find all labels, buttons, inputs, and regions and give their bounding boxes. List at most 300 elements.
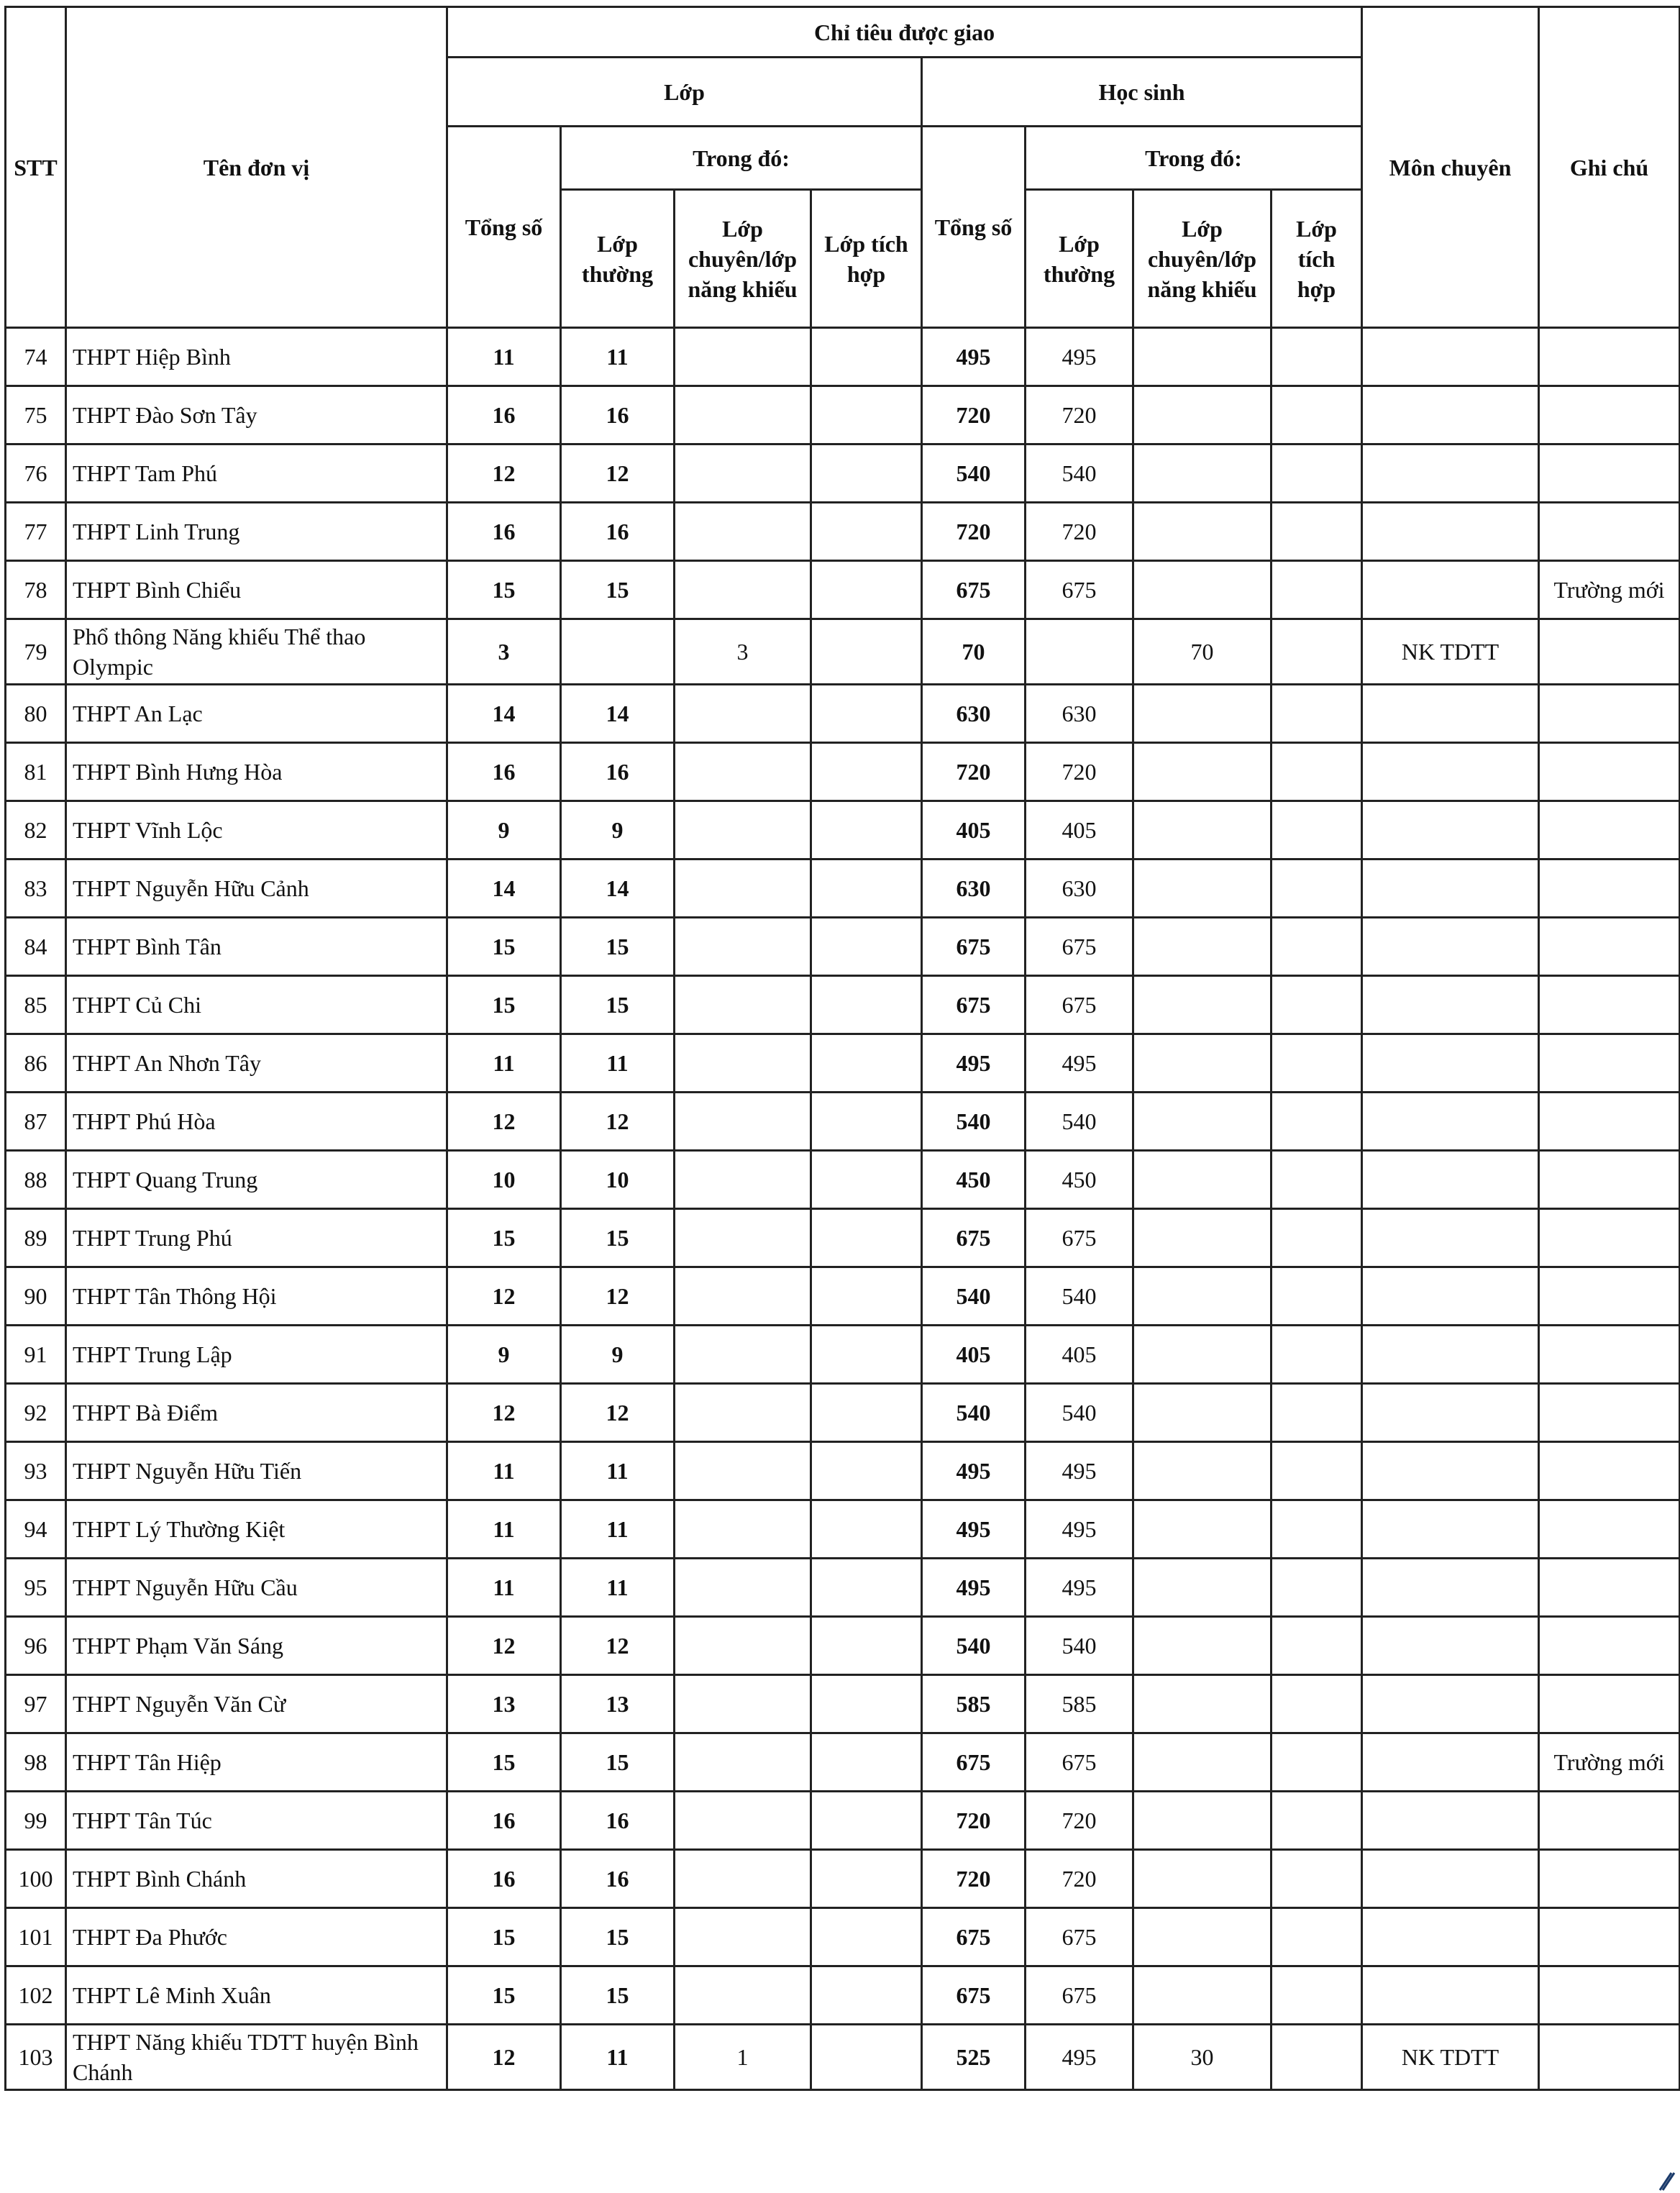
cell-integrated-classes (811, 685, 922, 743)
cell-integrated-students (1272, 328, 1362, 386)
cell-specialized-subject (1362, 1792, 1539, 1850)
cell-integrated-classes (811, 1908, 922, 1966)
cell-integrated-classes (811, 1326, 922, 1384)
cell-regular-students: 720 (1026, 1792, 1133, 1850)
cell-integrated-students (1272, 1966, 1362, 2025)
table-header (6, 7, 1680, 328)
cell-unit-name: THPT Linh Trung (66, 503, 447, 561)
cell-stt: 81 (6, 743, 66, 801)
cell-specialized-classes (675, 1733, 811, 1792)
cell-specialized-classes (675, 860, 811, 918)
cell-specialized-students (1133, 860, 1272, 918)
cell-regular-classes (561, 619, 675, 685)
cell-regular-classes: 16 (561, 503, 675, 561)
cell-regular-students: 495 (1026, 1034, 1133, 1093)
cell-total-classes: 15 (447, 918, 561, 976)
cell-stt: 87 (6, 1093, 66, 1151)
cell-stt: 88 (6, 1151, 66, 1209)
cell-specialized-subject (1362, 1617, 1539, 1675)
cell-regular-students: 720 (1026, 503, 1133, 561)
cell-stt: 77 (6, 503, 66, 561)
cell-specialized-subject (1362, 976, 1539, 1034)
cell-regular-classes: 12 (561, 1384, 675, 1442)
cell-total-students: 720 (922, 1850, 1026, 1908)
cell-integrated-students (1272, 976, 1362, 1034)
cell-integrated-students (1272, 1442, 1362, 1500)
cell-stt: 75 (6, 386, 66, 444)
cell-specialized-subject (1362, 1384, 1539, 1442)
cell-regular-classes: 14 (561, 860, 675, 918)
table-row (6, 1326, 1680, 1384)
cell-regular-students: 405 (1026, 801, 1133, 860)
cell-integrated-classes (811, 1792, 922, 1850)
table-row (6, 1034, 1680, 1093)
cell-total-classes: 16 (447, 1850, 561, 1908)
cell-integrated-students (1272, 1675, 1362, 1733)
cell-note (1539, 976, 1680, 1034)
cell-total-students: 720 (922, 743, 1026, 801)
cell-regular-classes: 16 (561, 1850, 675, 1908)
table-row (6, 743, 1680, 801)
cell-specialized-classes (675, 685, 811, 743)
cell-total-students: 70 (922, 619, 1026, 685)
cell-stt: 102 (6, 1966, 66, 2025)
cell-total-students: 720 (922, 386, 1026, 444)
cell-regular-classes: 11 (561, 1034, 675, 1093)
cell-specialized-classes (675, 1442, 811, 1500)
enrollment-quota-table (4, 6, 1680, 2091)
cell-regular-classes: 16 (561, 386, 675, 444)
cell-stt: 100 (6, 1850, 66, 1908)
cell-specialized-classes (675, 1209, 811, 1267)
cell-total-students: 675 (922, 918, 1026, 976)
cell-total-students: 675 (922, 1966, 1026, 2025)
header-specialized-students: Lớp chuyên/lớp năng khiếu (1133, 190, 1272, 328)
cell-specialized-students (1133, 1850, 1272, 1908)
cell-regular-students: 675 (1026, 976, 1133, 1034)
cell-specialized-classes (675, 1792, 811, 1850)
header-of-which-students: Trong đó: (1026, 127, 1362, 190)
cell-total-classes: 16 (447, 386, 561, 444)
cell-unit-name: THPT Nguyễn Văn Cừ (66, 1675, 447, 1733)
cell-regular-students: 495 (1026, 1500, 1133, 1559)
cell-total-students: 525 (922, 2025, 1026, 2090)
cell-stt: 82 (6, 801, 66, 860)
cell-unit-name: THPT Trung Phú (66, 1209, 447, 1267)
cell-regular-students: 495 (1026, 1442, 1133, 1500)
cell-note (1539, 1267, 1680, 1326)
cell-specialized-students (1133, 1500, 1272, 1559)
cell-total-students: 675 (922, 1908, 1026, 1966)
cell-integrated-students (1272, 386, 1362, 444)
header-students: Học sinh (922, 58, 1362, 127)
cell-stt: 84 (6, 918, 66, 976)
cell-specialized-classes (675, 1384, 811, 1442)
cell-specialized-students (1133, 444, 1272, 503)
cell-integrated-students (1272, 801, 1362, 860)
header-total-students: Tổng số (922, 127, 1026, 328)
cell-specialized-students (1133, 1267, 1272, 1326)
cell-regular-students: 495 (1026, 2025, 1133, 2090)
table-row (6, 1733, 1680, 1792)
cell-integrated-classes (811, 801, 922, 860)
cell-total-classes: 12 (447, 1267, 561, 1326)
table-row (6, 386, 1680, 444)
cell-integrated-classes (811, 1733, 922, 1792)
cell-total-classes: 14 (447, 860, 561, 918)
table-row (6, 1267, 1680, 1326)
header-integrated-students: Lớp tích hợp (1272, 190, 1362, 328)
cell-note (1539, 2025, 1680, 2090)
cell-integrated-classes (811, 918, 922, 976)
cell-specialized-students (1133, 1093, 1272, 1151)
cell-specialized-subject (1362, 1733, 1539, 1792)
cell-total-students: 495 (922, 328, 1026, 386)
cell-integrated-students (1272, 1267, 1362, 1326)
cell-integrated-students (1272, 619, 1362, 685)
cell-stt: 96 (6, 1617, 66, 1675)
cell-specialized-classes: 1 (675, 2025, 811, 2090)
cell-stt: 91 (6, 1326, 66, 1384)
cell-integrated-students (1272, 860, 1362, 918)
cell-regular-students: 540 (1026, 1267, 1133, 1326)
cell-total-classes: 16 (447, 743, 561, 801)
cell-integrated-classes (811, 1675, 922, 1733)
cell-regular-classes: 15 (561, 561, 675, 619)
cell-integrated-students (1272, 2025, 1362, 2090)
cell-total-students: 675 (922, 1209, 1026, 1267)
cell-regular-classes: 11 (561, 1559, 675, 1617)
cell-note (1539, 685, 1680, 743)
cell-note (1539, 743, 1680, 801)
cell-stt: 97 (6, 1675, 66, 1733)
cell-total-students: 495 (922, 1034, 1026, 1093)
cell-integrated-classes (811, 444, 922, 503)
cell-regular-students: 720 (1026, 1850, 1133, 1908)
cell-note (1539, 328, 1680, 386)
cell-specialized-students (1133, 685, 1272, 743)
cell-total-classes: 11 (447, 1500, 561, 1559)
cell-note (1539, 1326, 1680, 1384)
cell-specialized-students (1133, 1326, 1272, 1384)
header-integrated-classes: Lớp tích hợp (811, 190, 922, 328)
cell-specialized-classes: 3 (675, 619, 811, 685)
cell-integrated-students (1272, 1559, 1362, 1617)
cell-specialized-classes (675, 1559, 811, 1617)
cell-stt: 90 (6, 1267, 66, 1326)
cell-specialized-classes (675, 1850, 811, 1908)
cell-stt: 80 (6, 685, 66, 743)
cell-integrated-students (1272, 503, 1362, 561)
cell-note (1539, 1209, 1680, 1267)
cell-specialized-students (1133, 1151, 1272, 1209)
table-row (6, 1675, 1680, 1733)
cell-note (1539, 1442, 1680, 1500)
cell-stt: 89 (6, 1209, 66, 1267)
cell-stt: 95 (6, 1559, 66, 1617)
header-quota: Chỉ tiêu được giao (447, 7, 1362, 58)
cell-unit-name: THPT Tam Phú (66, 444, 447, 503)
cell-integrated-classes (811, 386, 922, 444)
cell-specialized-students (1133, 1617, 1272, 1675)
cell-regular-classes: 12 (561, 1617, 675, 1675)
cell-regular-students: 675 (1026, 1908, 1133, 1966)
cell-note (1539, 1151, 1680, 1209)
header-classes: Lớp (447, 58, 922, 127)
cell-stt: 99 (6, 1792, 66, 1850)
cell-integrated-students (1272, 561, 1362, 619)
cell-regular-classes: 10 (561, 1151, 675, 1209)
cell-regular-classes: 12 (561, 1093, 675, 1151)
cell-total-classes: 11 (447, 1034, 561, 1093)
cell-total-students: 630 (922, 860, 1026, 918)
cell-regular-classes: 12 (561, 1267, 675, 1326)
cell-unit-name: THPT Tân Túc (66, 1792, 447, 1850)
cell-unit-name: THPT Bình Chiểu (66, 561, 447, 619)
cell-specialized-subject (1362, 1151, 1539, 1209)
cell-unit-name: THPT Trung Lập (66, 1326, 447, 1384)
cell-specialized-subject (1362, 386, 1539, 444)
table-row (6, 1151, 1680, 1209)
cell-note (1539, 1034, 1680, 1093)
cell-total-classes: 9 (447, 1326, 561, 1384)
cell-specialized-subject (1362, 1850, 1539, 1908)
cell-total-students: 675 (922, 976, 1026, 1034)
cell-stt: 83 (6, 860, 66, 918)
cell-regular-classes: 15 (561, 1209, 675, 1267)
cell-total-classes: 11 (447, 1442, 561, 1500)
cell-specialized-subject (1362, 685, 1539, 743)
cell-stt: 93 (6, 1442, 66, 1500)
table-body (6, 328, 1680, 2090)
cell-unit-name: THPT Phạm Văn Sáng (66, 1617, 447, 1675)
cell-specialized-students (1133, 1559, 1272, 1617)
cell-note (1539, 1908, 1680, 1966)
cell-note (1539, 503, 1680, 561)
cell-note (1539, 801, 1680, 860)
cell-unit-name: THPT Phú Hòa (66, 1093, 447, 1151)
cell-unit-name: THPT Bình Chánh (66, 1850, 447, 1908)
cell-note (1539, 1384, 1680, 1442)
table-row (6, 860, 1680, 918)
cell-specialized-subject (1362, 1966, 1539, 2025)
cell-total-students: 675 (922, 561, 1026, 619)
cell-regular-students (1026, 619, 1133, 685)
cell-total-classes: 14 (447, 685, 561, 743)
cell-specialized-subject (1362, 1559, 1539, 1617)
cell-specialized-classes (675, 1034, 811, 1093)
cell-specialized-students (1133, 503, 1272, 561)
cell-note (1539, 1792, 1680, 1850)
cell-specialized-classes (675, 1151, 811, 1209)
table-row (6, 1850, 1680, 1908)
cell-specialized-classes (675, 1500, 811, 1559)
cell-regular-classes: 9 (561, 801, 675, 860)
cell-total-students: 585 (922, 1675, 1026, 1733)
cell-specialized-students (1133, 1733, 1272, 1792)
cell-specialized-subject (1362, 561, 1539, 619)
cell-specialized-subject (1362, 503, 1539, 561)
cell-specialized-subject (1362, 860, 1539, 918)
cell-integrated-classes (811, 860, 922, 918)
header-regular-students: Lớp thường (1026, 190, 1133, 328)
cell-unit-name: THPT Tân Hiệp (66, 1733, 447, 1792)
cell-note: Trường mới (1539, 1733, 1680, 1792)
cell-unit-name: THPT Quang Trung (66, 1151, 447, 1209)
table-row (6, 1559, 1680, 1617)
cell-unit-name: THPT Đa Phước (66, 1908, 447, 1966)
cell-total-classes: 15 (447, 1733, 561, 1792)
cell-specialized-subject (1362, 1442, 1539, 1500)
cell-note: Trường mới (1539, 561, 1680, 619)
cell-total-students: 540 (922, 1384, 1026, 1442)
cell-total-students: 540 (922, 1617, 1026, 1675)
cell-unit-name: THPT An Lạc (66, 685, 447, 743)
cell-integrated-classes (811, 1151, 922, 1209)
cell-total-students: 405 (922, 801, 1026, 860)
cell-integrated-students (1272, 1034, 1362, 1093)
cell-total-classes: 15 (447, 1209, 561, 1267)
cell-total-students: 720 (922, 503, 1026, 561)
cell-total-classes: 11 (447, 328, 561, 386)
table-row (6, 1792, 1680, 1850)
cell-integrated-students (1272, 1151, 1362, 1209)
cell-specialized-students (1133, 1966, 1272, 2025)
cell-integrated-students (1272, 1209, 1362, 1267)
cell-integrated-classes (811, 328, 922, 386)
cell-total-students: 495 (922, 1500, 1026, 1559)
cell-specialized-classes (675, 1908, 811, 1966)
cell-integrated-classes (811, 2025, 922, 2090)
cell-specialized-students: 30 (1133, 2025, 1272, 2090)
cell-specialized-classes (675, 801, 811, 860)
cell-integrated-classes (811, 1617, 922, 1675)
cell-integrated-students (1272, 1733, 1362, 1792)
cell-specialized-subject (1362, 328, 1539, 386)
cell-stt: 92 (6, 1384, 66, 1442)
cell-total-students: 630 (922, 685, 1026, 743)
cell-unit-name: THPT Nguyễn Hữu Tiến (66, 1442, 447, 1500)
cell-specialized-classes (675, 976, 811, 1034)
cell-note (1539, 1559, 1680, 1617)
header-unit-name: Tên đơn vị (66, 7, 447, 328)
cell-specialized-students (1133, 976, 1272, 1034)
cell-unit-name: THPT Củ Chi (66, 976, 447, 1034)
cell-specialized-classes (675, 386, 811, 444)
cell-total-students: 540 (922, 1267, 1026, 1326)
cell-integrated-students (1272, 1326, 1362, 1384)
cell-specialized-students (1133, 1209, 1272, 1267)
cell-integrated-classes (811, 1442, 922, 1500)
cell-unit-name: THPT Bình Hưng Hòa (66, 743, 447, 801)
cell-integrated-students (1272, 1792, 1362, 1850)
cell-regular-students: 540 (1026, 1617, 1133, 1675)
cell-specialized-students (1133, 1675, 1272, 1733)
cell-regular-classes: 11 (561, 328, 675, 386)
cell-total-students: 495 (922, 1559, 1026, 1617)
cell-regular-classes: 11 (561, 1442, 675, 1500)
cell-regular-students: 540 (1026, 1093, 1133, 1151)
cell-total-classes: 15 (447, 1966, 561, 2025)
cell-integrated-students (1272, 1850, 1362, 1908)
cell-integrated-classes (811, 1267, 922, 1326)
cell-regular-classes: 15 (561, 976, 675, 1034)
cell-specialized-classes (675, 1966, 811, 2025)
cell-regular-students: 585 (1026, 1675, 1133, 1733)
cell-note (1539, 1675, 1680, 1733)
cell-total-classes: 15 (447, 1908, 561, 1966)
cell-unit-name: THPT Tân Thông Hội (66, 1267, 447, 1326)
cell-specialized-students (1133, 328, 1272, 386)
cell-total-students: 450 (922, 1151, 1026, 1209)
cell-regular-classes: 11 (561, 1500, 675, 1559)
cell-specialized-subject (1362, 1908, 1539, 1966)
cell-specialized-subject (1362, 743, 1539, 801)
cell-stt: 78 (6, 561, 66, 619)
cell-unit-name: THPT Năng khiếu TDTT huyện Bình Chánh (66, 2025, 447, 2090)
cell-total-classes: 10 (447, 1151, 561, 1209)
cell-regular-classes: 9 (561, 1326, 675, 1384)
table-row (6, 801, 1680, 860)
cell-note (1539, 444, 1680, 503)
cell-integrated-students (1272, 743, 1362, 801)
cell-note (1539, 1093, 1680, 1151)
cell-stt: 103 (6, 2025, 66, 2090)
cell-specialized-students (1133, 743, 1272, 801)
header-regular-classes: Lớp thường (561, 190, 675, 328)
cell-specialized-classes (675, 1267, 811, 1326)
cell-regular-classes: 16 (561, 743, 675, 801)
cell-unit-name: Phổ thông Năng khiếu Thể thao Olympic (66, 619, 447, 685)
cell-specialized-subject (1362, 918, 1539, 976)
cell-specialized-classes (675, 503, 811, 561)
cell-unit-name: THPT Đào Sơn Tây (66, 386, 447, 444)
cell-total-classes: 12 (447, 1384, 561, 1442)
cell-stt: 94 (6, 1500, 66, 1559)
cell-unit-name: THPT Bình Tân (66, 918, 447, 976)
table-row (6, 619, 1680, 685)
cell-total-classes: 15 (447, 976, 561, 1034)
cell-specialized-subject: NK TDTT (1362, 2025, 1539, 2090)
cell-specialized-students: 70 (1133, 619, 1272, 685)
table-row (6, 561, 1680, 619)
cell-total-classes: 16 (447, 1792, 561, 1850)
cell-regular-students: 675 (1026, 1733, 1133, 1792)
cell-specialized-subject (1362, 1093, 1539, 1151)
cell-unit-name: THPT Lê Minh Xuân (66, 1966, 447, 2025)
cell-regular-students: 675 (1026, 561, 1133, 619)
cell-specialized-subject (1362, 444, 1539, 503)
cell-integrated-classes (811, 561, 922, 619)
cell-note (1539, 860, 1680, 918)
cell-note (1539, 918, 1680, 976)
header-specialized-subject: Môn chuyên (1362, 7, 1539, 328)
cell-specialized-students (1133, 918, 1272, 976)
table-row (6, 1908, 1680, 1966)
table-row (6, 2025, 1680, 2090)
cell-note (1539, 1617, 1680, 1675)
table-row (6, 1093, 1680, 1151)
table-row (6, 503, 1680, 561)
cell-integrated-students (1272, 918, 1362, 976)
table-row (6, 444, 1680, 503)
cell-specialized-students (1133, 1908, 1272, 1966)
table-row (6, 976, 1680, 1034)
cell-integrated-classes (811, 1384, 922, 1442)
cell-regular-students: 450 (1026, 1151, 1133, 1209)
cell-integrated-classes (811, 976, 922, 1034)
cell-specialized-classes (675, 561, 811, 619)
